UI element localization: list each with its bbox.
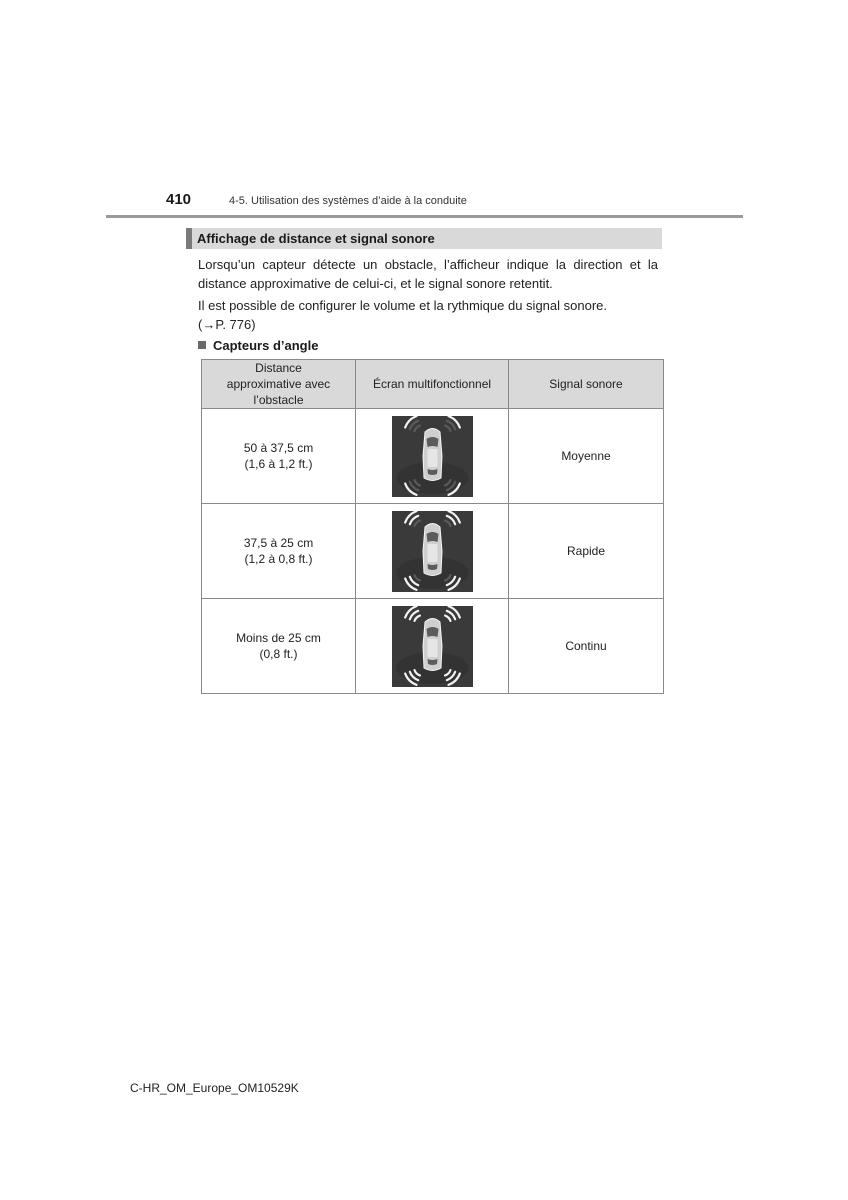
car-roof — [427, 544, 437, 562]
car-windshield — [426, 627, 438, 637]
document-code: C-HR_OM_Europe_OM10529K — [130, 1081, 299, 1095]
distance-cell — [202, 504, 356, 599]
signal-cell: Continu — [509, 599, 664, 694]
display-cell — [356, 599, 509, 694]
table-row — [202, 409, 664, 504]
distance-metric: 37,5 à 25 cm — [243, 536, 314, 550]
distance-metric: Moins de 25 cm — [236, 631, 321, 645]
display-cell — [356, 504, 509, 599]
distance-cell — [202, 409, 356, 504]
distance-metric: 50 à 37,5 cm — [243, 441, 314, 455]
distance-signal-table — [201, 359, 664, 694]
multi-info-display-image — [392, 416, 473, 497]
car-roof — [427, 639, 437, 657]
car-windshield — [426, 437, 438, 447]
header-distance-text: Distance approximative avec l’obstacle — [226, 361, 331, 407]
multi-info-display-image — [392, 511, 473, 592]
distance-cell — [202, 599, 356, 694]
header-distance — [202, 360, 356, 409]
page-reference: (→P. 776) — [198, 317, 256, 332]
header-divider — [106, 215, 743, 218]
section-path: 4-5. Utilisation des systèmes d’aide à la conduite — [229, 195, 467, 207]
corner-sensors-subheading — [198, 338, 318, 353]
page-number: 410 — [166, 191, 192, 208]
subheading-text: Capteurs d’angle — [213, 338, 319, 353]
signal-cell: Rapide — [509, 504, 664, 599]
volume-paragraph: Il est possible de configurer le volume et la rythmique du signal sonore. — [198, 298, 607, 313]
distance-imperial: (1,2 à 0,8 ft.) — [244, 552, 313, 566]
header-display: Écran multifonctionnel — [356, 360, 509, 409]
car-roof — [427, 449, 437, 467]
car-windshield — [426, 532, 438, 542]
table-body — [202, 409, 664, 694]
distance-imperial: (1,6 à 1,2 ft.) — [244, 457, 313, 471]
multi-info-display-image — [392, 606, 473, 687]
table-header-row — [202, 360, 664, 409]
header-signal: Signal sonore — [509, 360, 664, 409]
intro-paragraph: Lorsqu’un capteur détecte un obstacle, l’afficheur indique la direction et la distance approximative de celui-ci, et le signal sonore retentit. — [198, 257, 658, 291]
square-bullet-icon — [198, 341, 206, 349]
table-row — [202, 599, 664, 694]
signal-cell: Moyenne — [509, 409, 664, 504]
display-cell — [356, 409, 509, 504]
distance-imperial: (0,8 ft.) — [259, 647, 298, 661]
table-row — [202, 504, 664, 599]
section-heading: Affichage de distance et signal sonore — [186, 228, 662, 249]
